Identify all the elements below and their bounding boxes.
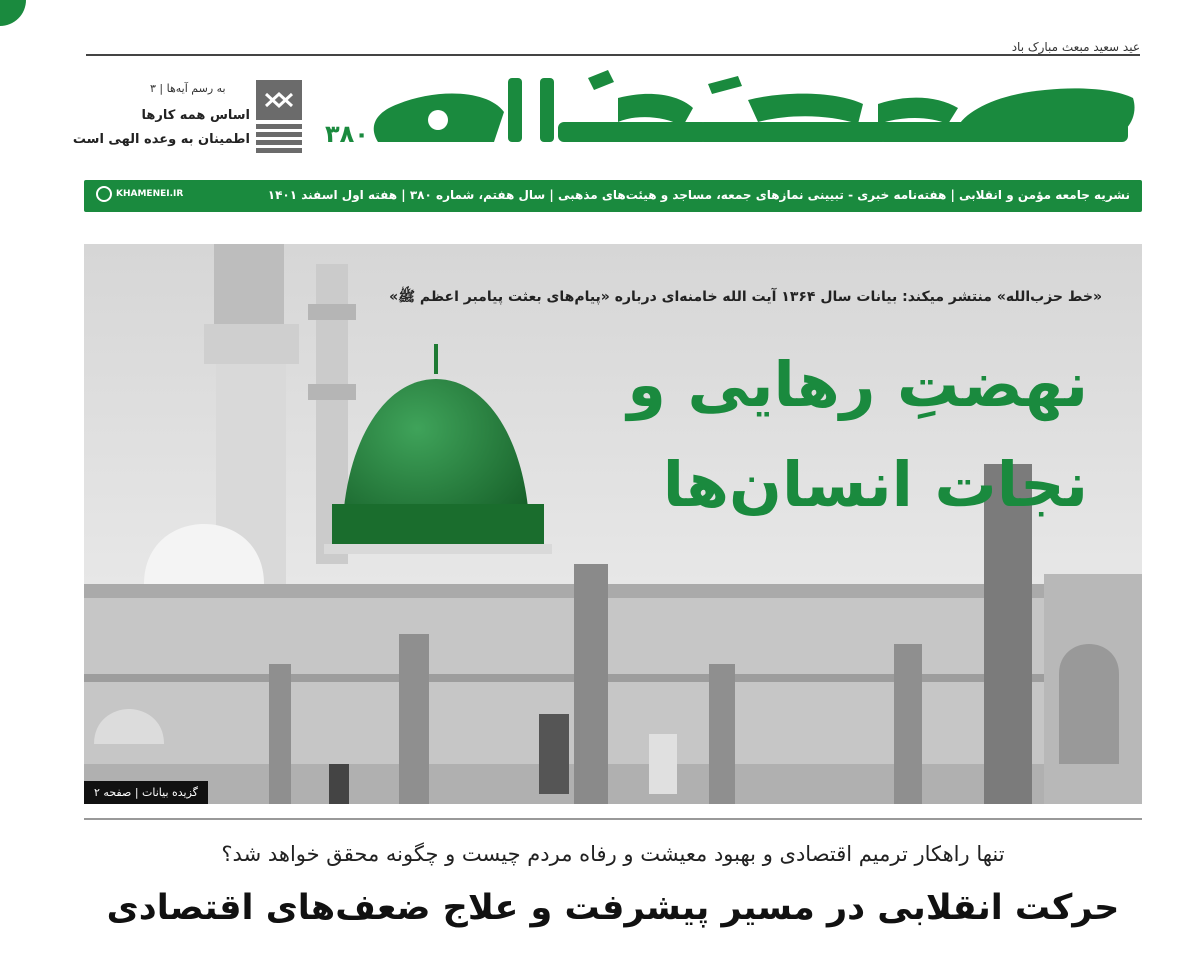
info-bar xyxy=(84,180,1142,212)
masthead-logo xyxy=(318,64,1140,176)
site-logo-text: KHAMENEI.IR xyxy=(116,189,184,199)
slogan-line-1: اساس همه کارها xyxy=(141,108,250,123)
bottom-rule xyxy=(84,818,1142,820)
emblem-icon xyxy=(256,80,302,158)
photo-caption-tag: گزیده بیانات | صفحه ۲ xyxy=(84,781,208,804)
main-headline: حرکت انقلابی در مسیر پیشرفت و علاج ضعف‌های اقتصادی xyxy=(106,888,1120,928)
cover-photo xyxy=(84,244,1142,804)
site-logo-icon xyxy=(96,186,112,202)
issue-number: ۳۸۰ xyxy=(325,120,369,148)
slogan-line-2: اطمینان به وعده الهی است xyxy=(72,132,250,147)
info-bar-text: نشریه جامعه مؤمن و انقلابی | هفته‌نامه خبری - تبیینی نمازهای جمعه، مساجد و هیئت‌های مذهبی | سال هفتم، شماره ۳۸۰ | هفته اول اسفند ۱۴۰۱ xyxy=(267,188,1130,202)
site-logo[interactable] xyxy=(96,186,183,202)
cover-headline-line-2: نجات انسان‌ها xyxy=(662,448,1088,521)
cover-kicker: «خط حزب‌الله» منتشر میکند: بیانات سال ۱۳۶۴ آیت الله خامنه‌ای درباره «پیام‌های بعثت پیامبر اعظم ﷺ» xyxy=(389,289,1102,305)
cover-headline-line-1: نهضتِ رهایی و xyxy=(627,348,1088,421)
sub-question: تنها راهکار ترمیم اقتصادی و بهبود معیشت و رفاه مردم چیست و چگونه محقق خواهد شد؟ xyxy=(221,842,1005,866)
series-label: به رسم آیه‌ها | ۳ xyxy=(150,82,226,95)
mosque-illustration xyxy=(84,244,1142,804)
top-rule xyxy=(86,54,1140,56)
corner-decoration xyxy=(0,0,26,26)
greeting-text: عید سعید مبعث مبارک باد xyxy=(1011,40,1140,54)
